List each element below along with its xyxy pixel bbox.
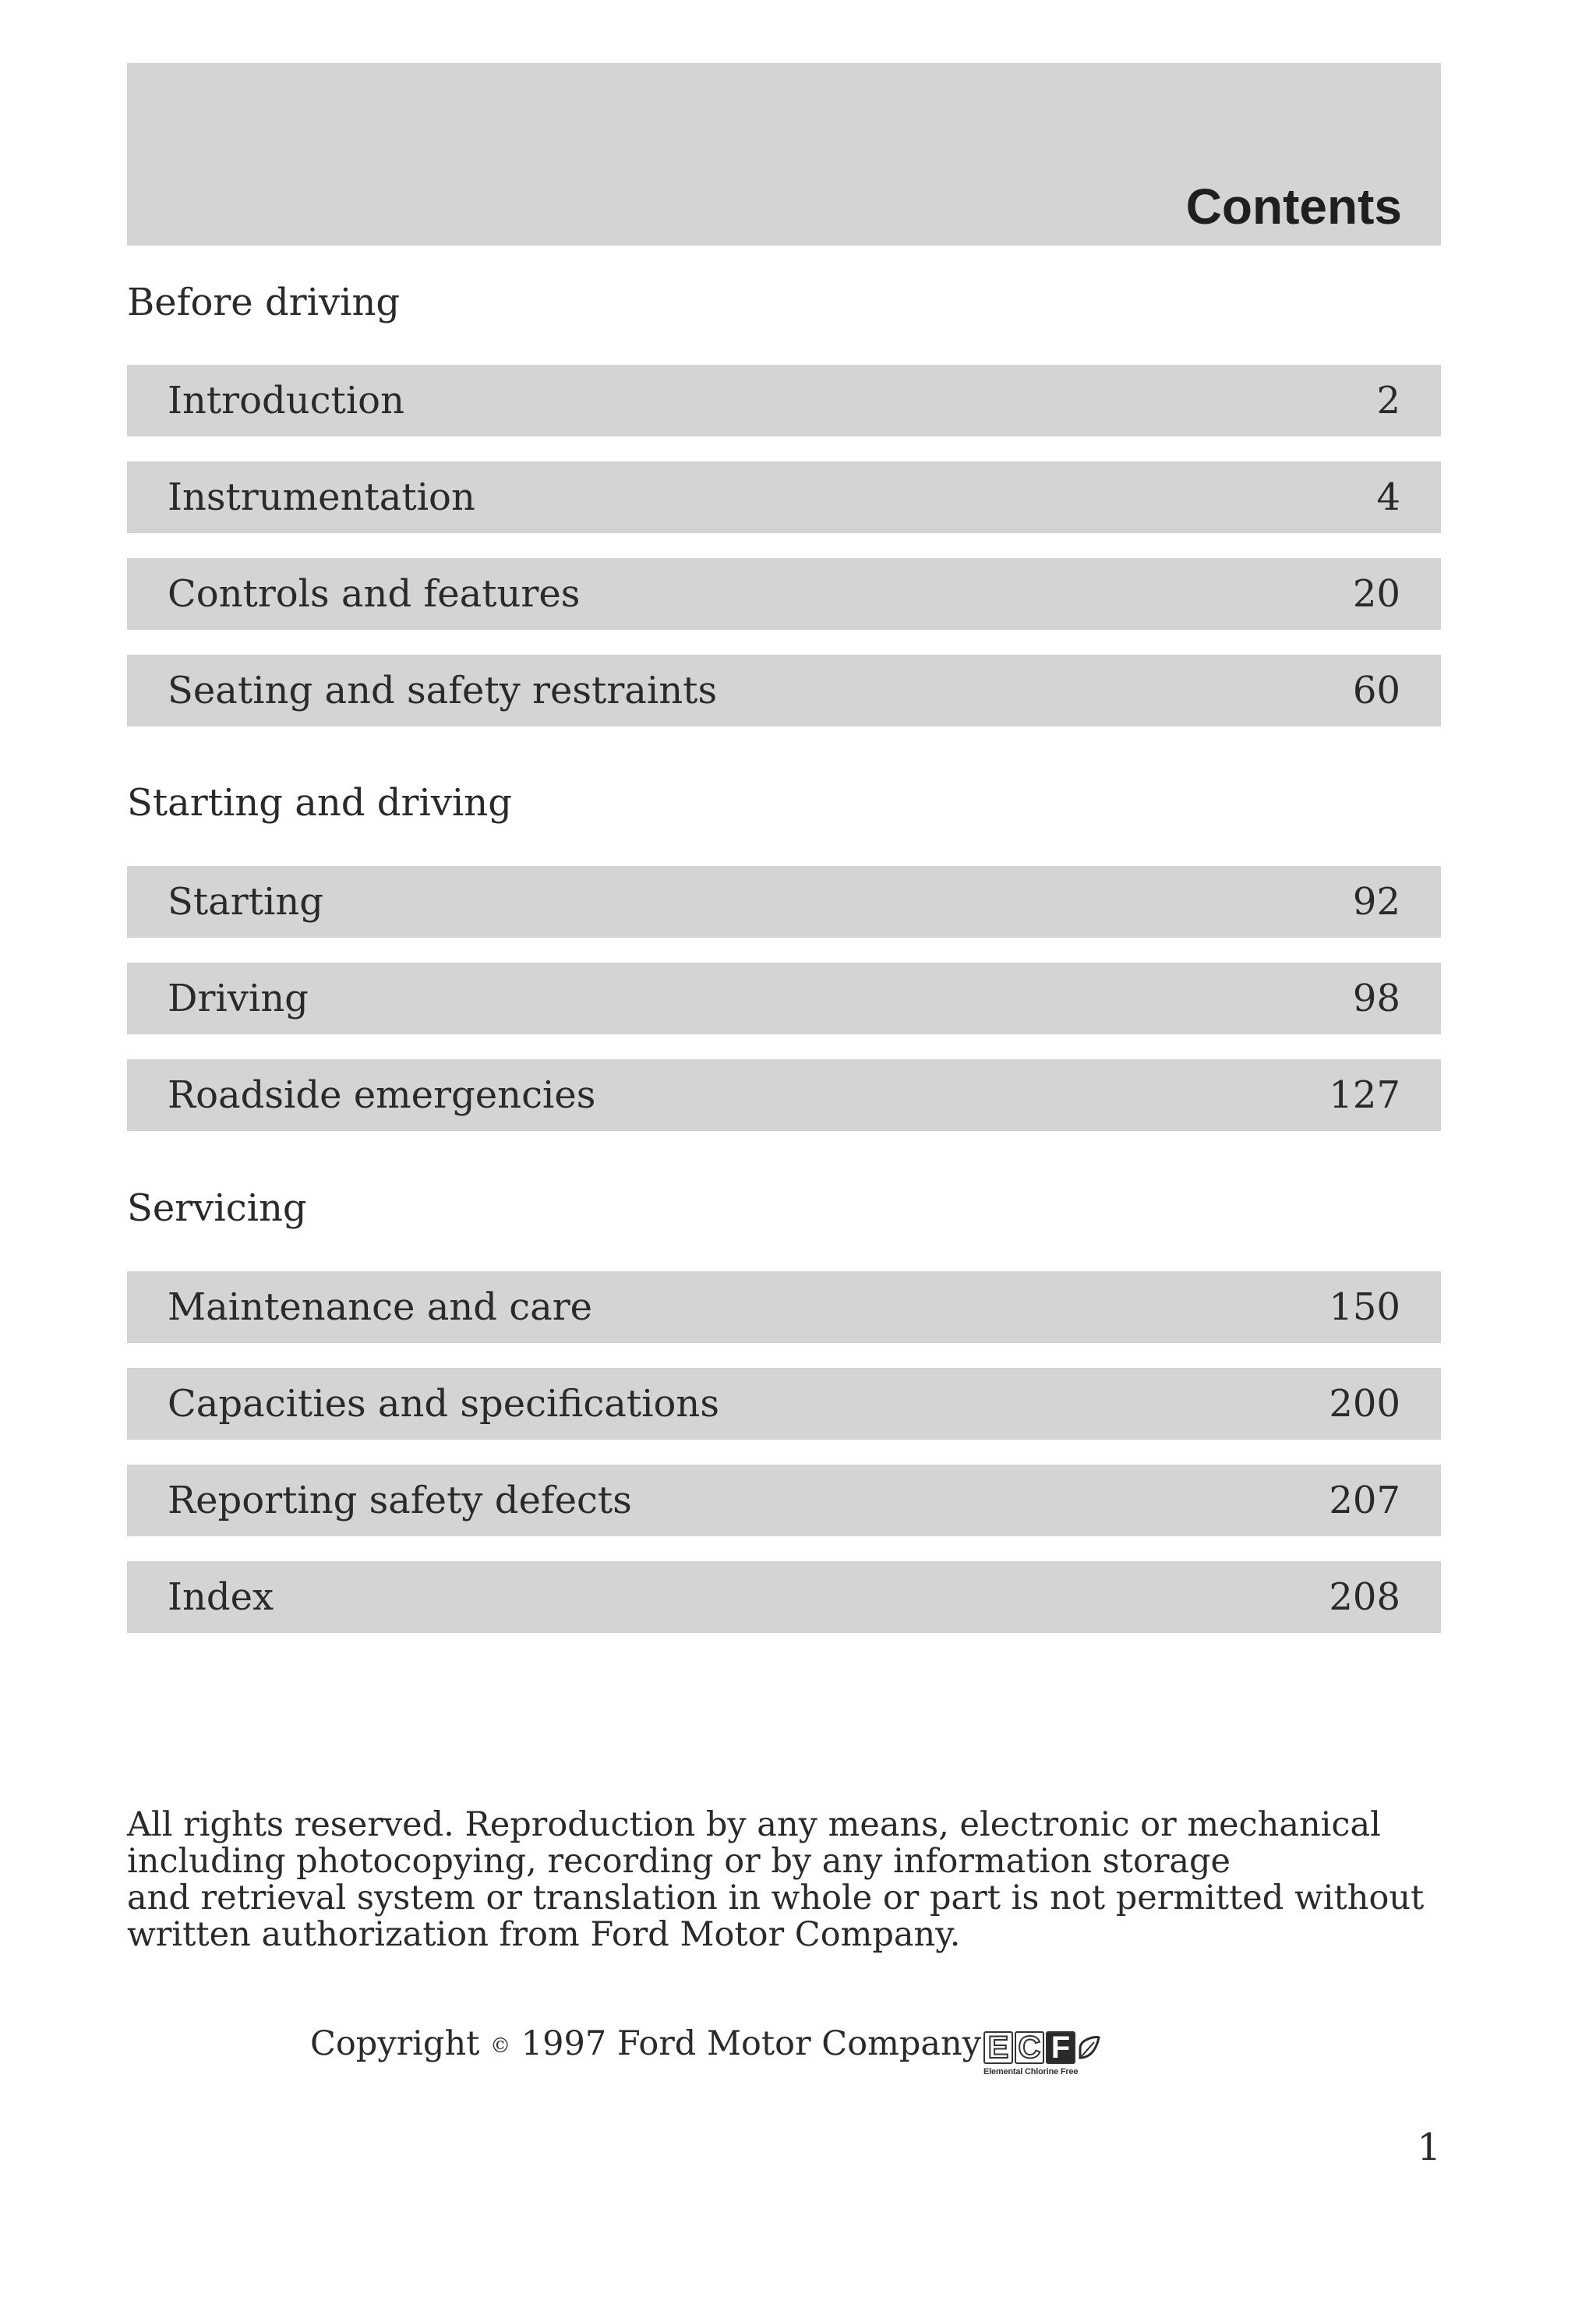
section-before-driving <box>127 281 1441 712</box>
rights-line: and retrieval system or translation in whole or part is not permitted without <box>127 1878 1425 1917</box>
toc-entry-label: Controls and features <box>168 572 581 616</box>
toc-entry-instrumentation[interactable] <box>127 461 1441 533</box>
toc-entry-driving[interactable] <box>127 963 1441 1034</box>
rights-line: written authorization from Ford Motor Company. <box>127 1915 961 1954</box>
toc-entry-page: 150 <box>1329 1285 1400 1329</box>
toc-entry-starting[interactable] <box>127 866 1441 938</box>
toc-entry-label: Maintenance and care <box>168 1285 593 1329</box>
toc-entry-maintenance-and-care[interactable] <box>127 1271 1441 1343</box>
copyright-prefix: Copyright <box>310 2024 480 2063</box>
section-servicing <box>127 1186 1441 1619</box>
rights-line: All rights reserved. Reproduction by any means, electronic or mechanical <box>127 1805 1381 1844</box>
section-heading: Before driving <box>127 281 401 324</box>
toc-entry-page: 60 <box>1352 669 1400 712</box>
page-title: Contents <box>1185 178 1402 235</box>
toc-entry-page: 207 <box>1329 1479 1400 1522</box>
copyright-text: 1997 Ford Motor Company <box>521 2024 982 2063</box>
ecf-logo <box>983 2031 1105 2076</box>
toc-entry-reporting-safety-defects[interactable] <box>127 1465 1441 1536</box>
ecf-logo-letters <box>983 2031 1105 2066</box>
rights-notice <box>127 1807 1452 1953</box>
page-number: 1 <box>1417 2126 1441 2169</box>
copyright-notice <box>310 2024 982 2063</box>
toc-entry-controls-and-features[interactable] <box>127 558 1441 630</box>
toc-entry-roadside-emergencies[interactable] <box>127 1059 1441 1131</box>
toc-entry-seating-and-safety-restraints[interactable] <box>127 655 1441 726</box>
toc-entry-label: Starting <box>168 880 324 924</box>
ecf-logo-letter-e: E <box>983 2031 1013 2064</box>
toc-entry-page: 98 <box>1352 977 1400 1020</box>
toc-entry-page: 92 <box>1352 880 1400 924</box>
section-heading: Starting and driving <box>127 781 512 825</box>
section-heading: Servicing <box>127 1186 307 1230</box>
toc-entry-label: Driving <box>168 977 309 1020</box>
toc-entry-page: 208 <box>1329 1575 1400 1619</box>
toc-entry-page: 127 <box>1329 1073 1400 1117</box>
toc-entry-capacities-and-specifications[interactable] <box>127 1368 1441 1440</box>
toc-entry-label: Introduction <box>168 379 404 422</box>
toc-entry-page: 200 <box>1329 1382 1400 1426</box>
toc-entry-label: Seating and safety restraints <box>168 669 718 712</box>
toc-entry-label: Roadside emergencies <box>168 1073 596 1117</box>
rights-line: including photocopying, recording or by any information storage <box>127 1842 1231 1881</box>
copyright-symbol: © <box>490 2034 511 2058</box>
toc-entry-label: Capacities and specifications <box>168 1382 719 1426</box>
section-starting-and-driving <box>127 781 1441 1117</box>
toc-entry-index[interactable] <box>127 1561 1441 1633</box>
toc-entry-page: 20 <box>1352 572 1400 616</box>
toc-entry-label: Index <box>168 1575 274 1619</box>
ecf-logo-letter-c: C <box>1015 2031 1044 2064</box>
ecf-logo-letter-f: F <box>1046 2031 1075 2064</box>
toc-entry-label: Reporting safety defects <box>168 1479 632 1522</box>
toc-entry-page: 2 <box>1376 379 1400 422</box>
header-bar <box>127 63 1441 246</box>
toc-entry-label: Instrumentation <box>168 475 475 519</box>
ecf-logo-caption: Elemental Chlorine Free <box>983 2067 1079 2076</box>
toc-entry-page: 4 <box>1376 475 1400 519</box>
leaf-icon <box>1077 2031 1100 2064</box>
toc-entry-introduction[interactable] <box>127 365 1441 436</box>
